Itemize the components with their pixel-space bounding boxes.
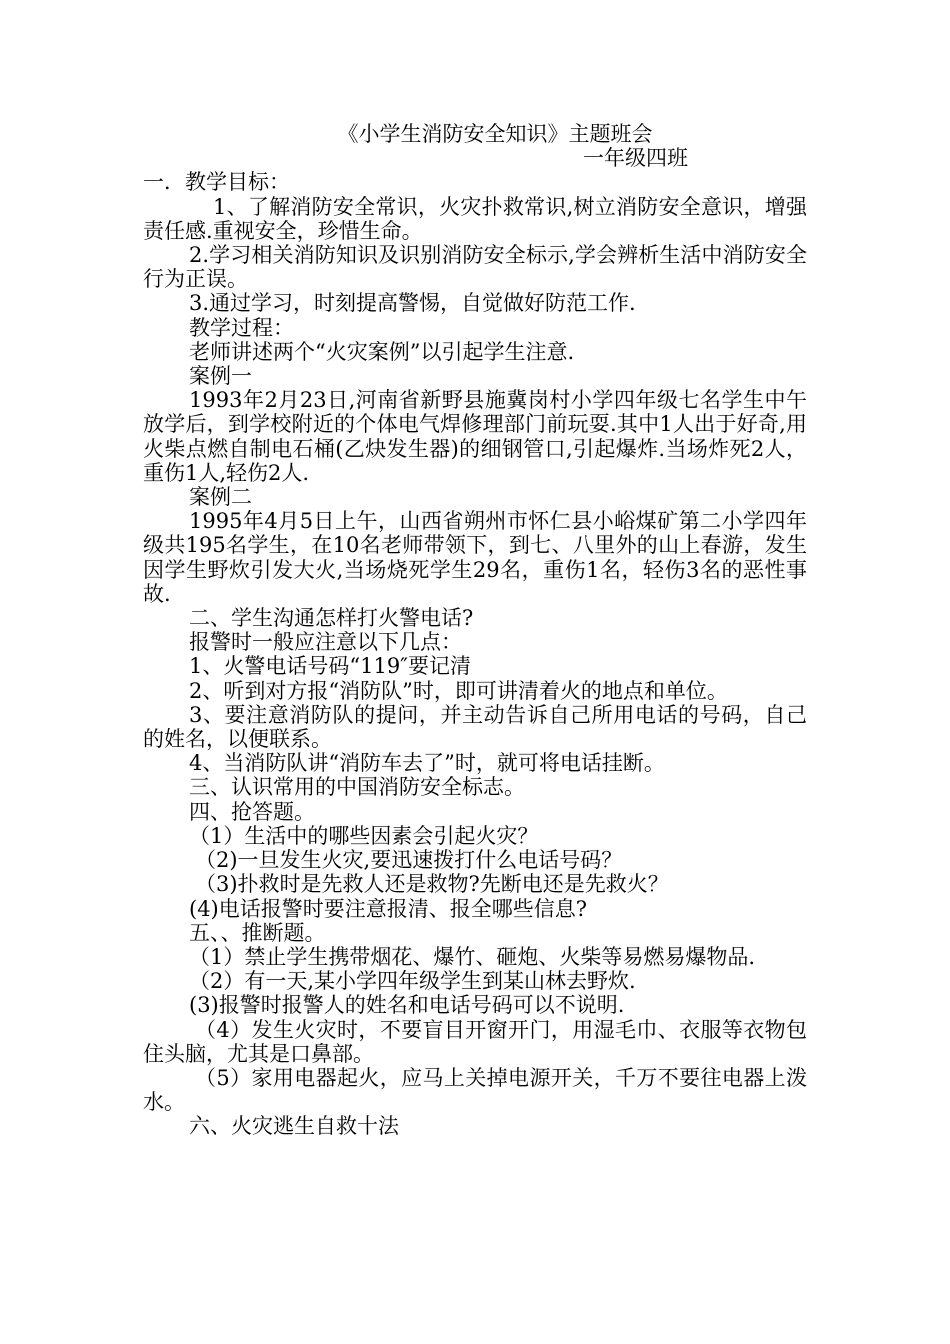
judgement-item-1: （1）禁止学生携带烟花、爆竹、砸炮、火柴等易燃易爆物品. [189,944,756,969]
section-heading-phone: 二、学生沟通怎样打火警电话? [189,606,474,631]
paragraph-phone-intro: 报警时一般应注意以下几点： [189,630,462,655]
quiz-question-1: （1）生活中的哪些因素会引起火灾？ [189,823,539,848]
phone-point-1: 1、火警电话号码“119″要记清 [189,654,472,679]
paragraph-intro: 老师讲述两个“火灾案例”以引起学生注意. [189,339,575,364]
phone-point-4: 4、当消防队讲“消防车去了”时，就可将电话挂断。 [189,751,665,776]
judgement-item-3: (3)报警时报警人的姓名和电话号码可以不说明. [189,993,625,1018]
phone-point-2: 2、听到对方报“消防队”时，即可讲清着火的地点和单位。 [189,678,728,703]
case-2-heading: 案例二 [189,485,252,510]
objective-2: 2.学习相关消防知识及识别消防安全标示,学会辨析生活中消防安全行为正误。 [143,243,807,292]
case-2-text: 1995年4月5日上午，山西省朔州市怀仁县小峪煤矿第二小学四年级共195名学生，在10名老师带领下，到七、八里外的山上春游，发生因学生野炊引发大火,当场烧死学生29名，重伤1名，轻伤3名的恶性事故. [143,509,807,606]
section-heading-signs: 三、认识常用的中国消防安全标志。 [189,775,525,800]
quiz-question-4: (4)电话报警时要注意报清、报全哪些信息? [189,896,588,921]
section-heading-quiz: 四、抢答题。 [189,799,315,824]
case-1-text: 1993年2月23日,河南省新野县施冀岗村小学四年级七名学生中午放学后，到学校附近的个体电气焊修理部门前玩耍.其中1人出于好奇,用火柴点燃自制电石桶(乙炔发生器)的细钢管口,引起爆炸.当场炸死2人，重伤1人,轻伤2人. [143,388,807,485]
section-heading-objectives: 一．教学目标： [143,170,290,195]
section-heading-judgement: 五、、推断题。 [189,920,326,945]
document-page [143,122,807,1139]
document-title: 《小学生消防安全知识》主题班会 [337,122,653,146]
objective-1: 1、了解消防安全常识，火灾扑救常识,树立消防安全意识，增强责任感.重视安全，珍惜生命。 [143,194,807,243]
quiz-question-2: （2)一旦发生火灾,要迅速拨打什么电话号码？ [195,848,623,873]
judgement-item-2: （2）有一天,某小学四年级学生到某山林去野炊. [189,969,636,994]
case-1-heading: 案例一 [189,364,252,389]
judgement-item-4: （4）发生火灾时，不要盲目开窗开门，用湿毛巾、衣服等衣物包住头脑，尤其是口鼻部。 [143,1017,807,1066]
class-name: 一年级四班 [583,146,688,171]
section-heading-escape: 六、火灾逃生自救十法 [189,1114,399,1139]
judgement-item-5: （5）家用电器起火，应马上关掉电源开关，千万不要往电器上泼水。 [143,1065,807,1115]
phone-point-3: 3、要注意消防队的提问，并主动告诉自己所用电话的号码，自己的姓名，以便联系。 [143,702,807,752]
quiz-question-3: （3)扑救时是先救人还是救物?先断电还是先救火？ [195,872,669,897]
objective-3: 3.通过学习，时刻提高警惕，自觉做好防范工作. [189,291,636,316]
section-heading-process: 教学过程： [189,315,294,340]
